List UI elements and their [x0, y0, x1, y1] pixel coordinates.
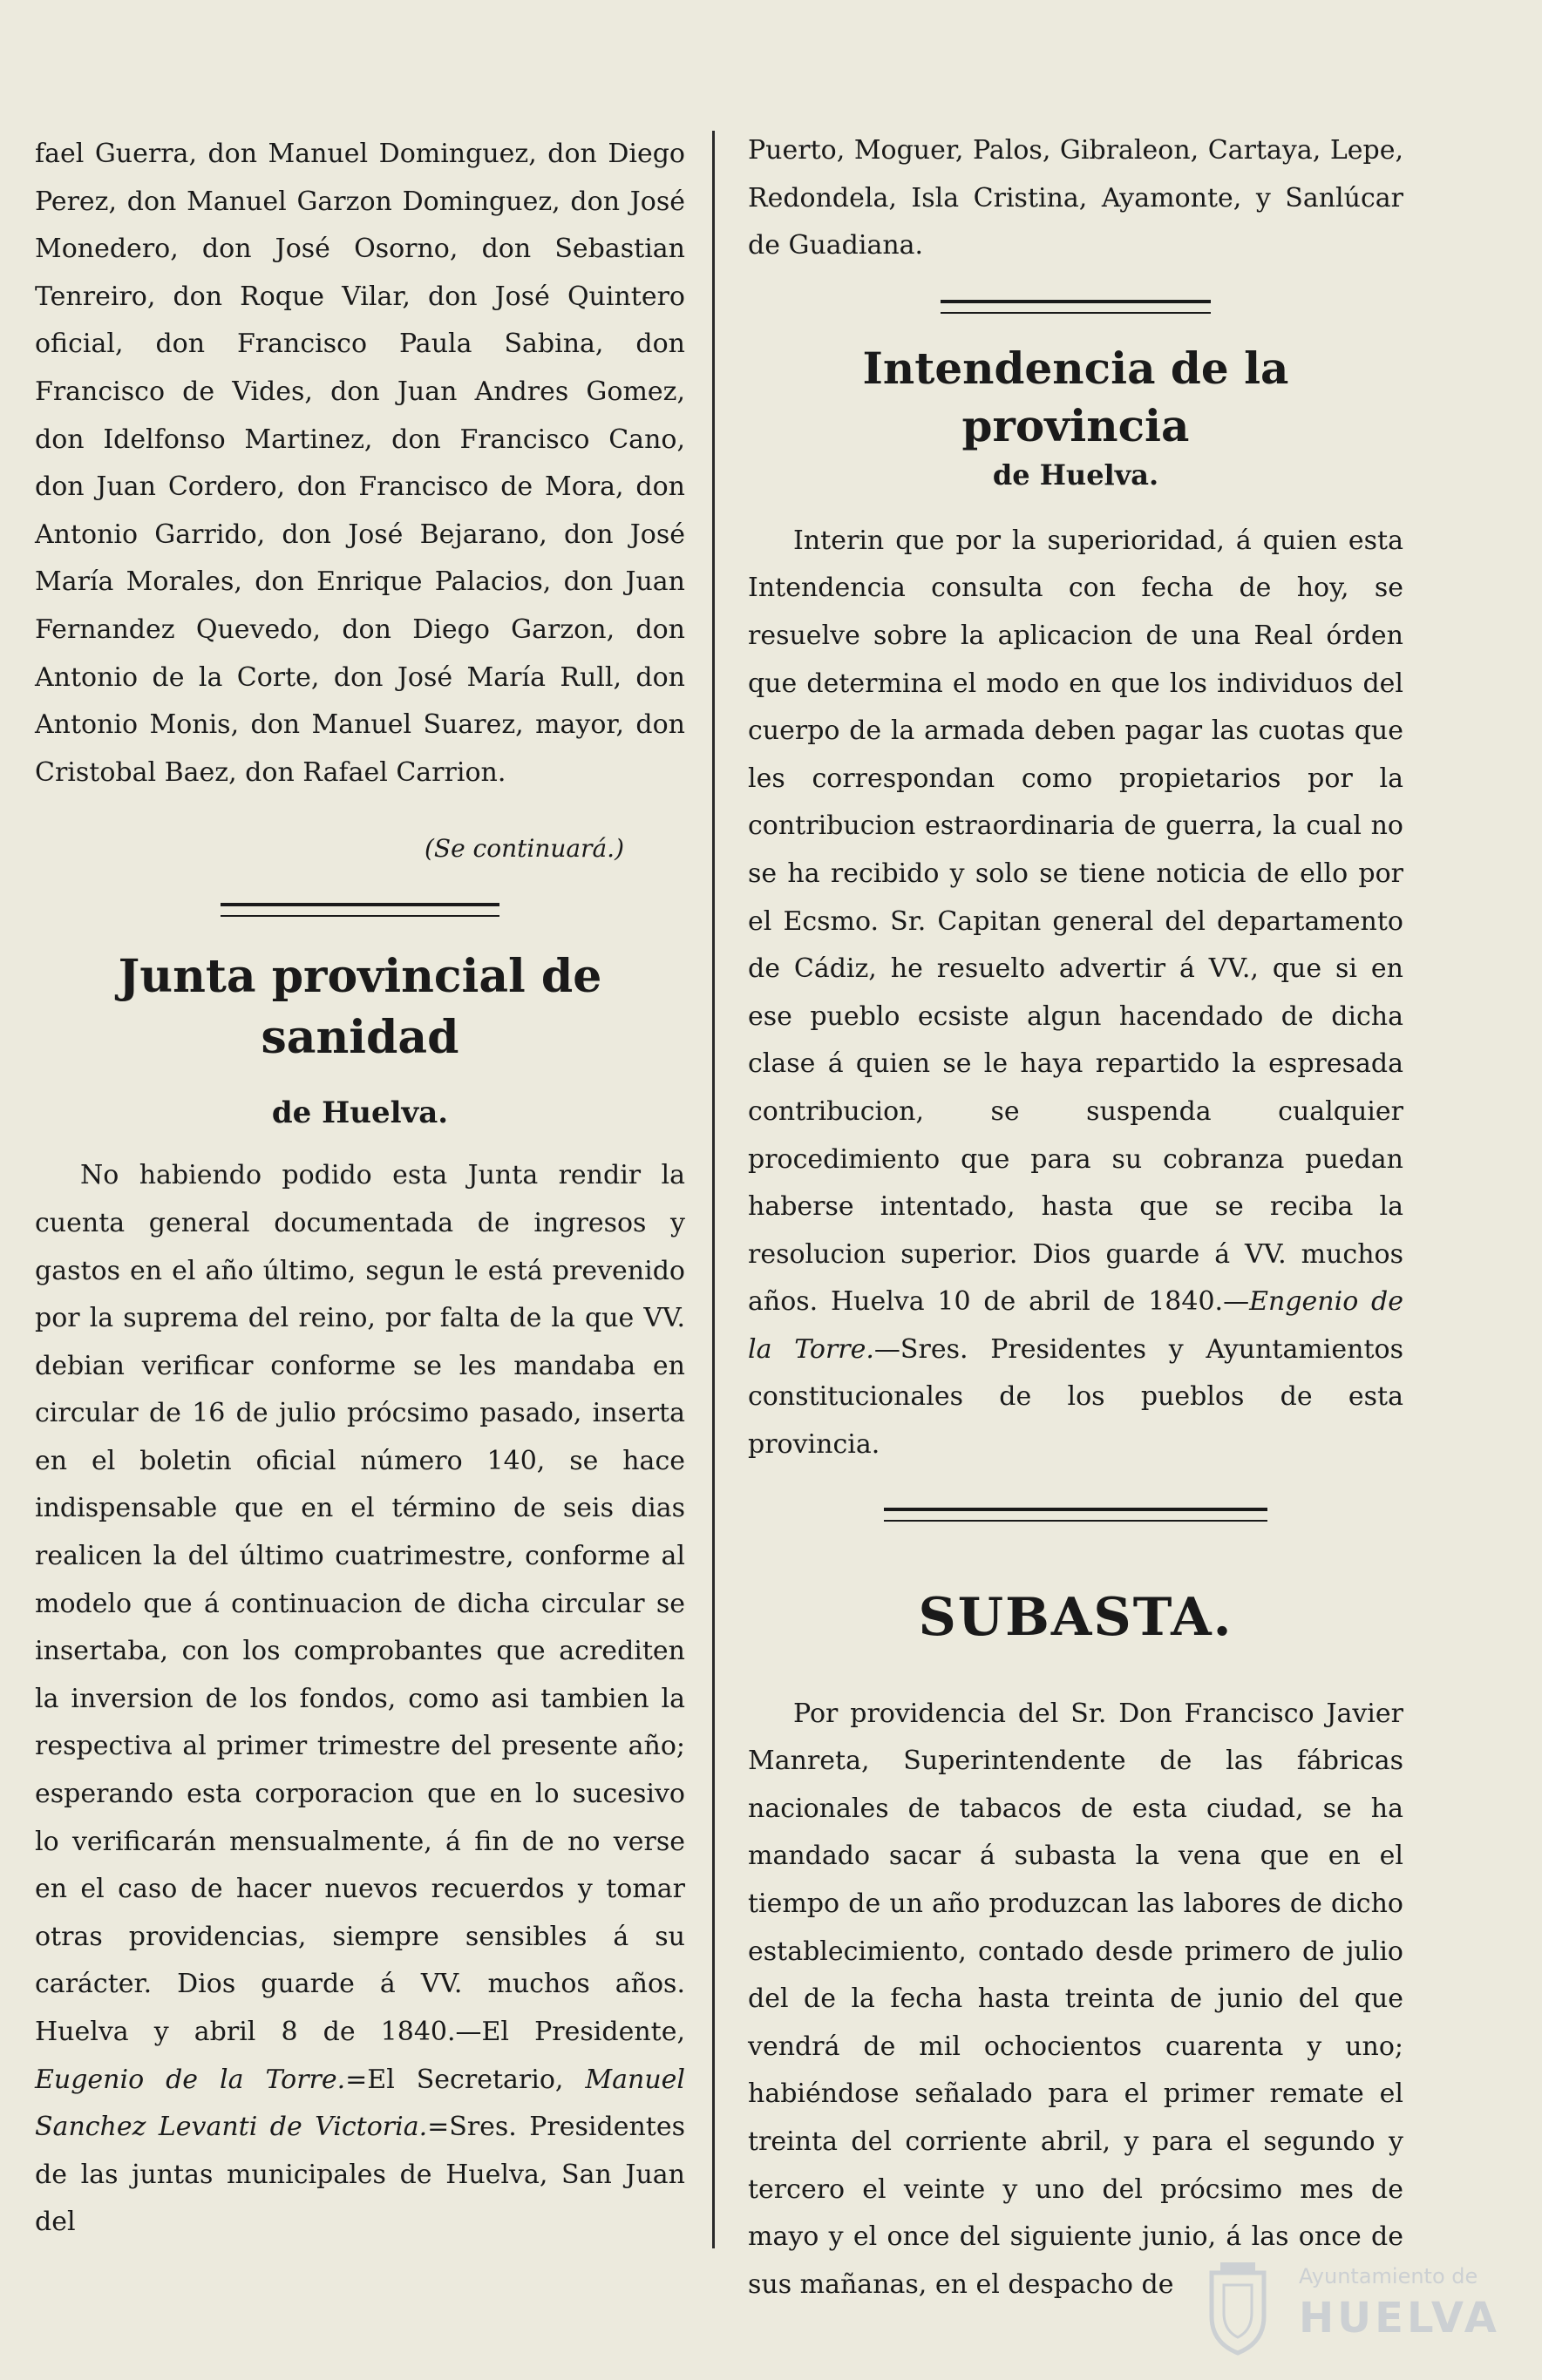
to-be-continued: (Se continuará.) [424, 834, 624, 864]
intendencia-body-text: Interin que por la superioridad, á quien esta Intendencia consulta con fecha de hoy, se resuelve sobre la aplicacion de una Real órden que determina el modo en que los individuos del cuerpo de la armada deben pagar las cuotas que les correspondan como propietarios por la contribucion estraordinaria de guerra, la cual no se ha recibido y solo se tiene noticia de ello por el Ecsmo. Sr. Capitan general del departamento de Cádiz, he resuelto advertir á VV., que si en ese pueblo ecsiste algun hacendado de dicha clase á quien se le haya repartido la espresada contribucion, se suspenda cualquier procedimiento que para su cobranza puedan haberse intentado, hasta que se reciba la resolucion superior. Dios guarde á VV. muchos años. Huelva 10 de abril de 1840.— [748, 525, 1403, 1318]
junta-title: Junta provincial de sanidad [118, 950, 602, 1065]
right-column [748, 127, 1403, 2309]
coat-of-arms-icon [1185, 2255, 1290, 2360]
intendencia-title: Intendencia de la provincia [862, 342, 1289, 451]
names-paragraph: fael Guerra, don Manuel Dominguez, don Diego Perez, don Manuel Garzon Dominguez, don José Monedero, don José Osorno, don Sebastian Tenreiro, don Roque Vilar, don José Quintero oficial, don Francisco Paula Sabina, don Francisco de Vides, don Juan Andres Gomez, don Idelfonso Martinez, don Francisco Cano, don Juan Cordero, don Francisco de Mora, don Antonio Garrido, don José Bejarano, don José María Morales, don Enrique Palacios, don Juan Fernandez Quevedo, don Diego Garzon, don Antonio de la Corte, don José María Rull, don Antonio Monis, don Manuel Suarez, mayor, don Cristobal Baez, don Rafael Carrion. [35, 139, 685, 788]
intendencia-subtitle: de Huelva. [992, 458, 1159, 492]
subasta-title: SUBASTA. [918, 1586, 1233, 1648]
junta-secretary-label: =El Secretario, [345, 2064, 564, 2095]
watermark-line2: HUELVA [1299, 2294, 1500, 2343]
junta-addressees: =Sres. Presidentes de las juntas municipales de Huelva, San Juan del [35, 2112, 686, 2238]
intendencia-body [748, 518, 1403, 1469]
junta-body-text: No habiendo podido esta Junta rendir la cuenta general documentada de ingresos y gastos en el año último, segun le está prevenido por la suprema del reino, por falta de la que VV. debian verificar conforme se les mandaba en circular de 16 de julio prócsimo pasado, inserta en el boletin oficial número 140, se hace indispensable que en el término de seis dias realicen la del último cuatrimestre, conforme al modelo que á continuacion de dicha circular se insertaba, con los comprobantes que acrediten la inversion de los fondos, como asi tambien la respectiva al primer trimestre del presente año; esperando esta corporacion que en lo sucesivo lo verificarán mensualmente, á fin de no verse en el caso de hacer nuevos recuerdos y tomar otras providencias, siempre sensibles á su carácter. Dios guarde á VV. muchos años. Huelva y abril 8 de 1840.—El Presidente, [35, 1160, 685, 2047]
intendencia-addressees: —Sres. Presidentes y Ayuntamientos constitucionales de los pueblos de esta provincia. [748, 1333, 1403, 1461]
junta-signature-president: Eugenio de la Torre. [35, 2064, 346, 2095]
section-divider [941, 300, 1211, 314]
section-divider [884, 1508, 1267, 1522]
subasta-body: Por providencia del Sr. Don Francisco Javier Manreta, Superintendente de las fábricas nacionales de tabacos de esta ciudad, se ha mandado sacar á subasta la vena que en el tiempo de un año produzcan las labores de dicho establecimiento, contado desde primero de julio del de la fecha hasta treinta de junio del que vendrá de mil ochocientos cuarenta y uno; habiéndose señalado para el primer remate el treinta del corriente abril, y para el segundo y tercero el veinte y uno del prócsimo mes de mayo y el once del siguiente junio, á las once de sus mañanas, en el despacho de [748, 1698, 1403, 2300]
junta-body [35, 1152, 685, 2247]
left-column [35, 131, 685, 2247]
section-divider [221, 903, 499, 917]
towns-paragraph: Puerto, Moguer, Palos, Gibraleon, Cartaya, Lepe, Redondela, Isla Cristina, Ayamonte, y Sanlúcar de Guadiana. [748, 135, 1403, 261]
city-hall-watermark [1185, 2255, 1500, 2360]
junta-signature-secretary: Manuel Sanchez Levanti de Victoria. [35, 2064, 685, 2143]
junta-subtitle: de Huelva. [271, 1095, 449, 1131]
column-rule [712, 131, 715, 2248]
watermark-line1: Ayuntamiento de [1299, 2264, 1478, 2288]
intendencia-signature: Engenio de la Torre. [748, 1286, 1403, 1365]
